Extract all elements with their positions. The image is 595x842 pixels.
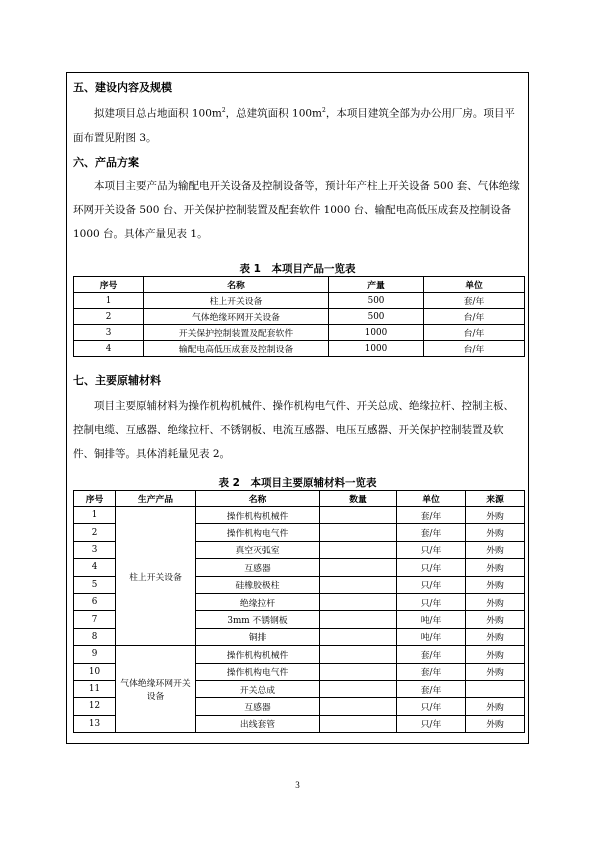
table-cell: 只/年 xyxy=(397,559,466,576)
table-cell xyxy=(320,541,397,558)
material-table xyxy=(73,490,525,733)
section-heading-6: 六、产品方案 xyxy=(73,156,139,169)
table-cell: 2 xyxy=(74,309,144,325)
table-cell: 套/年 xyxy=(397,680,466,697)
table-cell: 6 xyxy=(74,593,116,610)
table-cell: 只/年 xyxy=(397,593,466,610)
table-cell: 1000 xyxy=(329,341,424,357)
table-cell: 外购 xyxy=(466,507,525,524)
table-cell xyxy=(320,646,397,663)
table-2-caption: 表 2 本项目主要原辅材料一览表 xyxy=(218,477,377,489)
table-cell: 台/年 xyxy=(424,309,525,325)
table-header-row xyxy=(74,491,525,507)
table-cell: 真空灭弧室 xyxy=(196,541,320,558)
table-cell: 外购 xyxy=(466,593,525,610)
table-cell: 外购 xyxy=(466,559,525,576)
table-header-cell: 生产产品 xyxy=(116,491,196,507)
table-cell: 台/年 xyxy=(424,341,525,357)
table-row xyxy=(74,309,525,325)
table-cell: 输配电高低压成套及控制设备 xyxy=(144,341,329,357)
table-header-cell: 单位 xyxy=(397,491,466,507)
table-1-caption: 表 1 本项目产品一览表 xyxy=(239,263,356,275)
table-cell: 2 xyxy=(74,524,116,541)
section-7-paragraph: 项目主要原辅材料为操作机构机械件、操作机构电气件、开关总成、绝缘拉杆、控制主板、控制电缆、互感器、绝缘拉杆、不锈钢板、电流互感器、电压互感器、开关保护控制装置及软件、铜排等。具体消耗量见表 2。 xyxy=(73,400,514,460)
table-cell: 只/年 xyxy=(397,698,466,715)
table-cell xyxy=(320,524,397,541)
table-cell: 绝缘拉杆 xyxy=(196,593,320,610)
table-cell: 500 xyxy=(329,309,424,325)
table-cell: 外购 xyxy=(466,576,525,593)
table-cell: 外购 xyxy=(466,611,525,628)
section-5-paragraph: 拟建项目总占地面积 $100m^2$，总建筑面积 $100m^2$，本项目建筑全部为办公用厂房。项目平面布置见附图 3。 xyxy=(73,107,515,144)
table-cell: 互感器 xyxy=(196,559,320,576)
table-cell: 10 xyxy=(74,663,116,680)
table-cell: 外购 xyxy=(466,541,525,558)
table-cell: 5 xyxy=(74,576,116,593)
table-cell: 9 xyxy=(74,646,116,663)
table-cell: 3 xyxy=(74,325,144,341)
table-header-cell: 名称 xyxy=(196,491,320,507)
table-cell: 500 xyxy=(329,293,424,309)
table-cell: 外购 xyxy=(466,663,525,680)
table-cell xyxy=(320,507,397,524)
table-cell: 3mm 不锈钢板 xyxy=(196,611,320,628)
table-header-row xyxy=(74,277,525,293)
table-cell: 柱上开关设备 xyxy=(144,293,329,309)
table-cell: 1000 xyxy=(329,325,424,341)
table-cell: 11 xyxy=(74,680,116,697)
table-cell: 套/年 xyxy=(397,524,466,541)
table-cell: 只/年 xyxy=(397,541,466,558)
table-cell xyxy=(320,715,397,732)
product-group-cell: 气体绝缘环网开关设备 xyxy=(116,646,196,733)
table-row xyxy=(74,293,525,309)
table-cell xyxy=(320,698,397,715)
document-frame xyxy=(66,72,529,744)
table-cell xyxy=(466,680,525,697)
table-cell: 套/年 xyxy=(397,646,466,663)
table-cell: 7 xyxy=(74,611,116,628)
table-cell xyxy=(320,559,397,576)
table-header-cell: 数量 xyxy=(320,491,397,507)
table-cell: 操作机构机械件 xyxy=(196,507,320,524)
table-cell xyxy=(320,611,397,628)
table-header-cell: 序号 xyxy=(74,277,144,293)
table-cell: 外购 xyxy=(466,646,525,663)
table-cell xyxy=(320,663,397,680)
product-table xyxy=(73,276,525,357)
section-6-paragraph: 本项目主要产品为输配电开关设备及控制设备等，预计年产柱上开关设备 500 套、气体绝缘环网开关设备 500 台、开关保护控制装置及配套软件 1000 台、输配电高低压成套及控制设备 1000 台。具体产量见表 1。 xyxy=(73,180,520,240)
table-cell xyxy=(320,576,397,593)
table-cell: 套/年 xyxy=(424,293,525,309)
table-row xyxy=(74,325,525,341)
table-cell: 套/年 xyxy=(397,507,466,524)
table-cell: 吨/年 xyxy=(397,628,466,645)
table-cell xyxy=(320,593,397,610)
table-cell: 外购 xyxy=(466,628,525,645)
table-cell: 只/年 xyxy=(397,576,466,593)
table-row xyxy=(74,507,525,524)
table-cell: 外购 xyxy=(466,524,525,541)
table-cell: 操作机构电气件 xyxy=(196,663,320,680)
table-cell: 出线套管 xyxy=(196,715,320,732)
table-header-cell: 产量 xyxy=(329,277,424,293)
table-cell: 4 xyxy=(74,559,116,576)
table-cell: 硅橡胶极柱 xyxy=(196,576,320,593)
table-cell: 8 xyxy=(74,628,116,645)
table-cell: 4 xyxy=(74,341,144,357)
table-cell: 开关总成 xyxy=(196,680,320,697)
table-cell xyxy=(320,680,397,697)
table-cell: 1 xyxy=(74,507,116,524)
table-cell: 3 xyxy=(74,541,116,558)
table-header-cell: 单位 xyxy=(424,277,525,293)
table-cell: 吨/年 xyxy=(397,611,466,628)
product-group-cell: 柱上开关设备 xyxy=(116,507,196,646)
table-row xyxy=(74,646,525,663)
table-cell: 操作机构电气件 xyxy=(196,524,320,541)
table-cell: 气体绝缘环网开关设备 xyxy=(144,309,329,325)
table-header-cell: 名称 xyxy=(144,277,329,293)
table-cell: 只/年 xyxy=(397,715,466,732)
table-cell: 铜排 xyxy=(196,628,320,645)
table-cell: 外购 xyxy=(466,715,525,732)
table-cell: 13 xyxy=(74,715,116,732)
section-heading-7: 七、主要原辅材料 xyxy=(73,374,161,387)
table-cell: 12 xyxy=(74,698,116,715)
table-cell xyxy=(320,628,397,645)
table-row xyxy=(74,341,525,357)
table-header-cell: 来源 xyxy=(466,491,525,507)
section-heading-5: 五、建设内容及规模 xyxy=(73,81,172,94)
table-cell: 1 xyxy=(74,293,144,309)
page-number: 3 xyxy=(295,780,300,790)
table-cell: 套/年 xyxy=(397,663,466,680)
table-cell: 外购 xyxy=(466,698,525,715)
table-cell: 开关保护控制装置及配套软件 xyxy=(144,325,329,341)
table-cell: 互感器 xyxy=(196,698,320,715)
table-cell: 操作机构机械件 xyxy=(196,646,320,663)
table-cell: 台/年 xyxy=(424,325,525,341)
table-header-cell: 序号 xyxy=(74,491,116,507)
